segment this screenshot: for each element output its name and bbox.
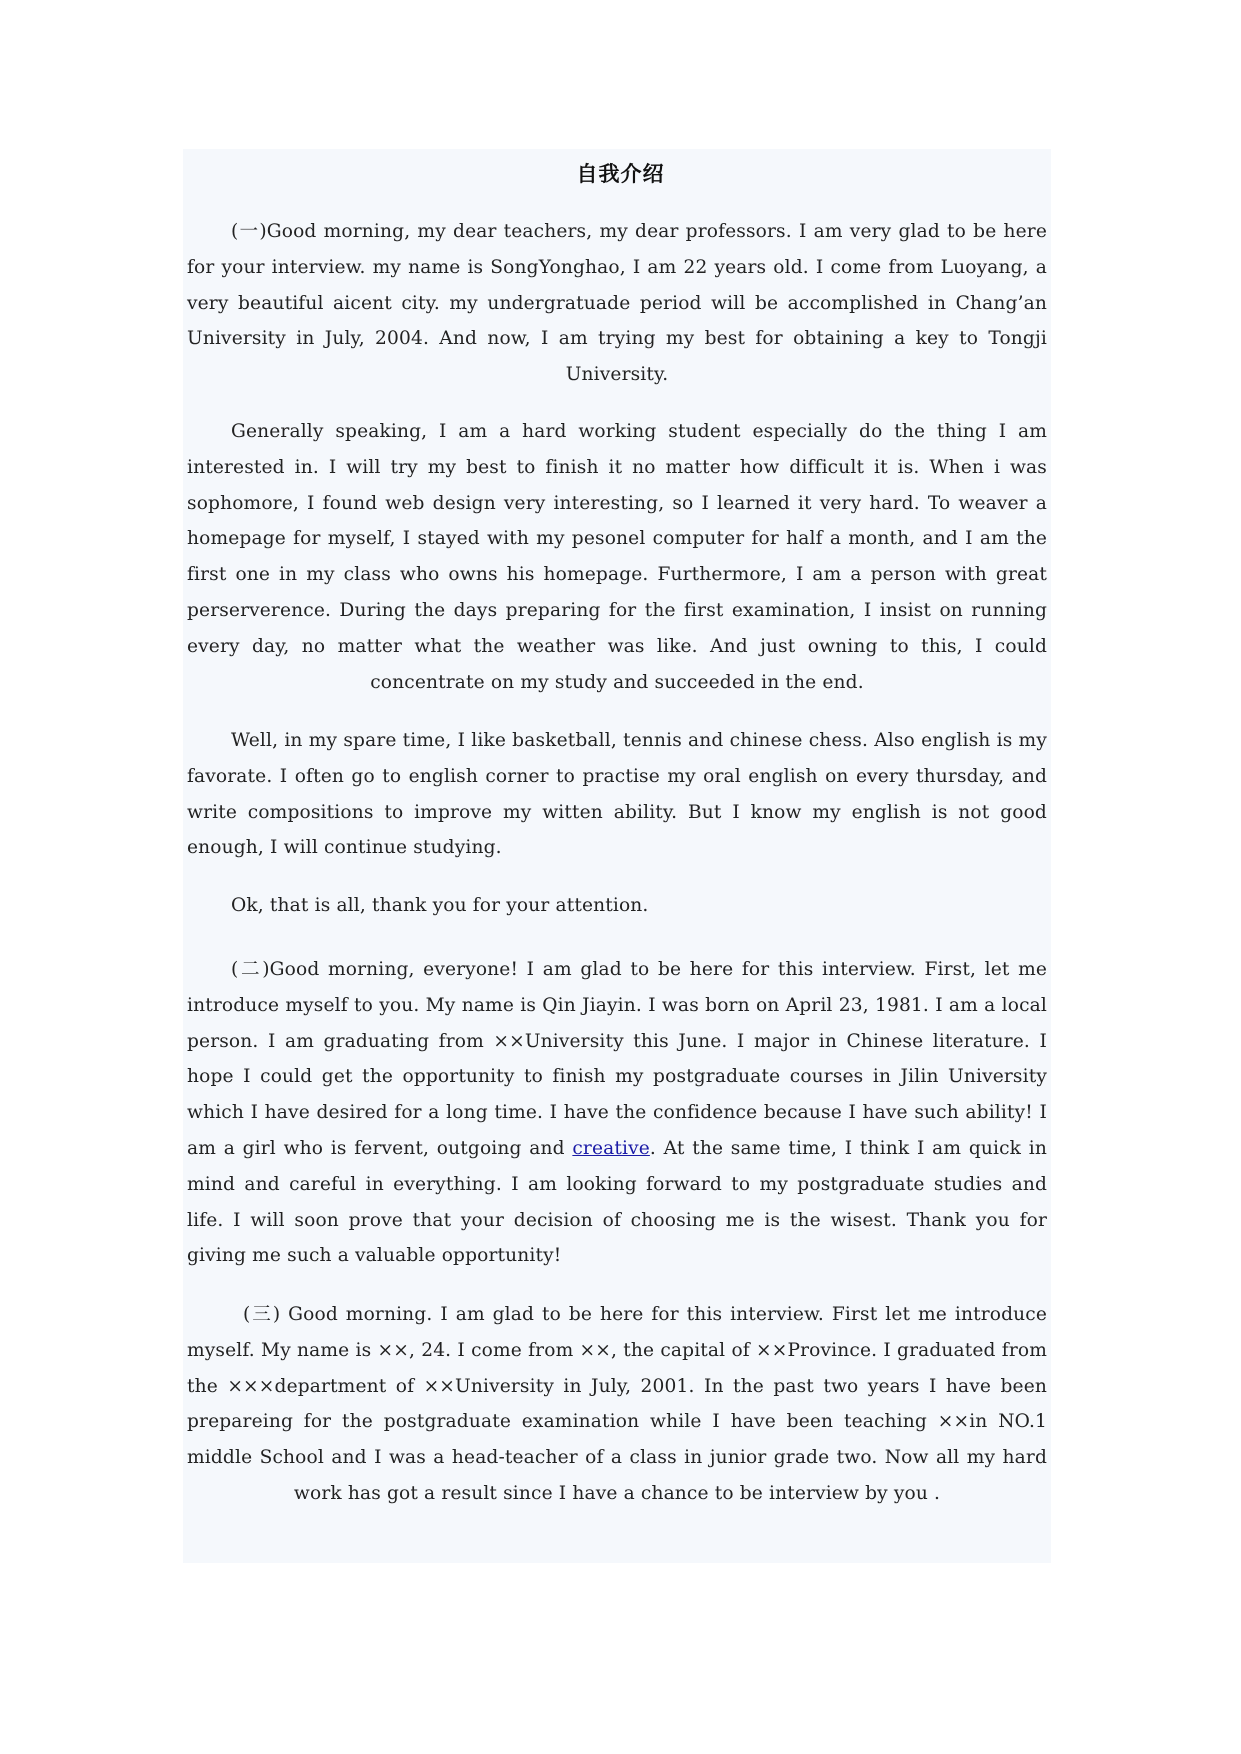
paragraph-intro-three	[187, 1297, 1047, 1512]
paragraph-text-after-link: . At the same time, I think I am quick in mind and careful in everything. I am looking forward to my postgraduate studies and life. I will soon prove that your decision of choosing me is the wisest. Thank you for giving me such a valuable opportunity!	[187, 1137, 1048, 1267]
paragraph-text-before-link: (二)Good morning, everyone! I am glad to be here for this interview. First, let me introduce myself to you. My name is Qin Jiayin. I was born on April 23, 1981. I am a local person. I am graduating from ××University this June. I major in Chinese literature. I hope I could get the opportunity to finish my postgraduate courses in Jilin University which I have desired for a long time. I have the confidence because I have such ability! I am a girl who is fervent, outgoing and	[187, 959, 1047, 1159]
paragraph-text: (三) Good morning. I am glad to be here for this interview. First let me introduce myself. My name is ××, 24. I come from ××, the capital of ××Province. I graduated from the ×××department of ××University in July, 2001. In the past two years I have been prepareing for the postgraduate examination while I have been teaching ××in NO.1 middle School and I was a head-teacher of a class in junior grade two. Now all my hard work has got a result since I have a chance to be interview by you .	[187, 1304, 1047, 1504]
paragraph-closing	[187, 888, 1047, 924]
paragraph-text: (一)Good morning, my dear teachers, my dear professors. I am very glad to be here for your interview. my name is SongYonghao, I am 22 years old. I come from Luoyang, a very beautiful aicent city. my undergratuade period will be accomplished in Chang’an University in July, 2004. And now, I am trying my best for obtaining a key to Tongji University.	[187, 221, 1047, 386]
paragraph-text: Generally speaking, I am a hard working student especially do the thing I am interested in. I will try my best to finish it no matter how difficult it is. When i was sophomore, I found web design very interesting, so I learned it very hard. To weaver a homepage for myself, I stayed with my pesonel computer for half a month, and I am the first one in my class who owns his homepage. Furthermore, I am a person with great perserverence. During the days preparing for the first examination, I insist on running every day, no matter what the weather was like. And just owning to this, I could concentrate on my study and succeeded in the end.	[187, 421, 1047, 693]
paragraph-text: Ok, that is all, thank you for your attention.	[231, 895, 649, 916]
creative-link[interactable]: creative	[572, 1137, 650, 1159]
paragraph-intro-two	[187, 952, 1047, 1274]
document-title: 自我介绍	[576, 162, 665, 186]
paragraph-hard-working	[187, 414, 1047, 700]
paragraph-intro-one	[187, 214, 1047, 393]
paragraph-spare-time	[187, 723, 1047, 866]
paragraph-text: Well, in my spare time, I like basketball, tennis and chinese chess. Also english is my favorate. I often go to english corner to practise my oral english on every thursday, and write compositions to improve my witten ability. But I know my english is not good enough, I will continue studying.	[187, 730, 1047, 859]
